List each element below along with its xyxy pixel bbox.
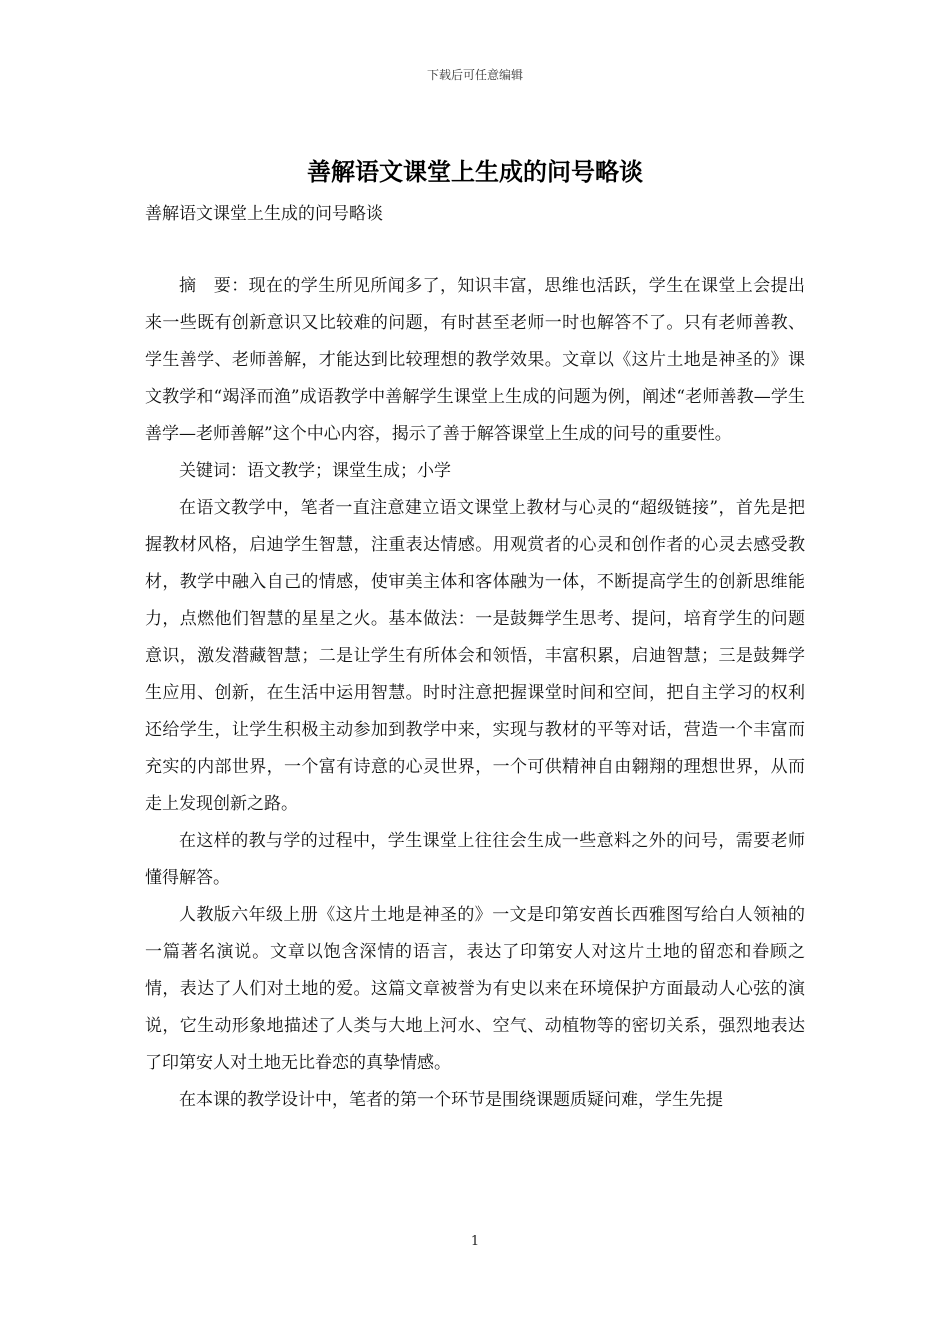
body-paragraph: 在这样的教与学的过程中，学生课堂上往往会生成一些意料之外的问号，需要老师懂得解答。 bbox=[145, 831, 805, 888]
abstract-paragraph: 摘 要：现在的学生所见所闻多了，知识丰富，思维也活跃，学生在课堂上会提出来一些既有创新意识又比较难的问题，有时甚至老师一时也解答不了。只有老师善教、学生善学、老师善解，才能达到比较理想的教学效果。文章以《这片土地是神圣的》课文教学和“竭泽而渔”成语教学中善解学生课堂上生成的问题为例，阐述“老师善教—学生善学—老师善解”这个中心内容，揭示了善于解答课堂上生成的问号的重要性。 bbox=[145, 276, 805, 444]
header-note: 下载后可任意编辑 bbox=[426, 68, 523, 82]
page-number: 1 bbox=[470, 1234, 480, 1249]
keywords-paragraph: 关键词：语文教学；课堂生成；小学 bbox=[179, 461, 451, 481]
document-body bbox=[145, 268, 805, 1119]
body-paragraph: 在语文教学中，笔者一直注意建立语文课堂上教材与心灵的“超级链接”，首先是把握教材风格，启迪学生智慧，注重表达情感。用观赏者的心灵和创作者的心灵去感受教材，教学中融入自己的情感，使审美主体和客体融为一体，不断提高学生的创新思维能力，点燃他们智慧的星星之火。基本做法：一是鼓舞学生思考、提问，培育学生的问题意识，激发潜藏智慧；二是让学生有所体会和领悟，丰富积累，启迪智慧；三是鼓舞学生应用、创新，在生活中运用智慧。时时注意把握课堂时间和空间，把自主学习的权利还给学生，让学生积极主动参加到教学中来，实现与教材的平等对话，营造一个丰富而充实的内部世界，一个富有诗意的心灵世界，一个可供精神自由翱翔的理想世界，从而走上发现创新之路。 bbox=[145, 498, 805, 814]
body-paragraph: 在本课的教学设计中，笔者的第一个环节是围绕课题质疑问难，学生先提 bbox=[179, 1090, 723, 1110]
document-subtitle: 善解语文课堂上生成的问号略谈 bbox=[145, 204, 383, 224]
body-paragraph: 人教版六年级上册《这片土地是神圣的》一文是印第安酋长西雅图写给白人领袖的一篇著名演说。文章以饱含深情的语言，表达了印第安人对这片土地的留恋和眷顾之情，表达了人们对土地的爱。这篇文章被誉为有史以来在环境保护方面最动人心弦的演说，它生动形象地描述了人类与大地上河水、空气、动植物等的密切关系，强烈地表达了印第安人对土地无比眷恋的真挚情感。 bbox=[145, 905, 805, 1073]
document-title: 善解语文课堂上生成的问号略谈 bbox=[307, 157, 643, 186]
